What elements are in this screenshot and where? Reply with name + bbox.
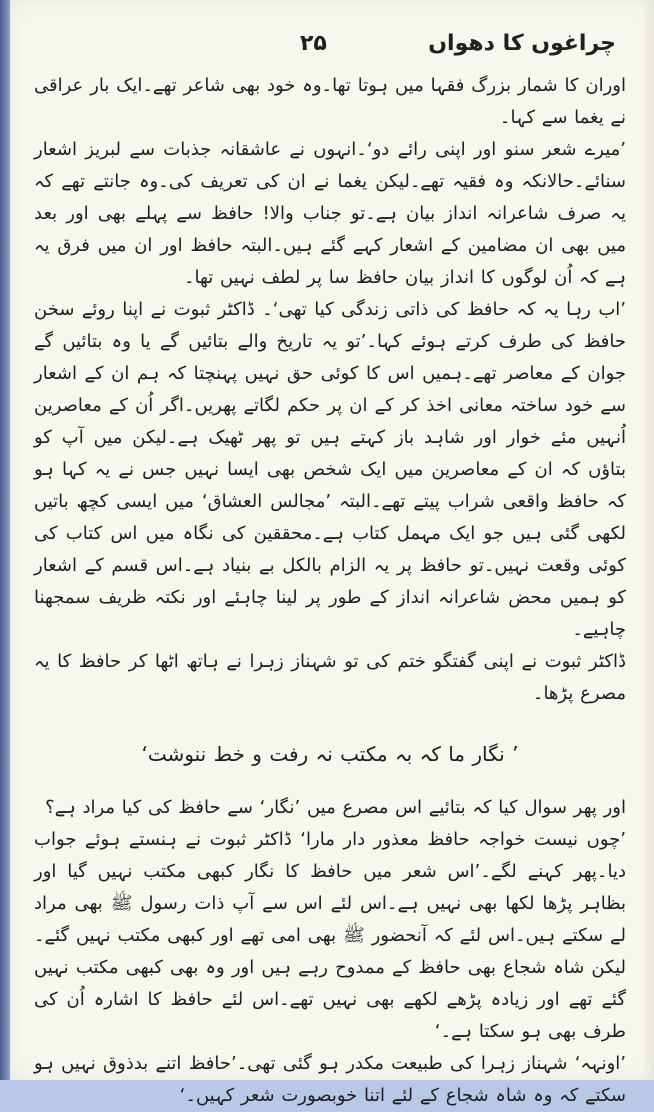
paragraph: اوران کا شمار بزرگ فقہا میں ہوتا تھا۔وہ خود بھی شاعر تھے۔ایک بار عراقی نے یغما سے کہا۔ bbox=[34, 75, 626, 128]
paragraph: ’میرے شعر سنو اور اپنی رائے دو‘۔انہوں نے عاشقانہ جذبات سے لبریز اشعار سنائے۔حالانکہ وہ فقیہ تھے۔لیکن یغما نے ان کی تعریف کی۔وہ جانتے تھے کہ یہ صرف شاعرانہ انداز بیان ہے۔تو جناب والا! حافظ سے پہلے بھی اور بعد میں بھی ان مضامین کے اشعار کہے گئے ہیں۔البتہ حافظ اور ان میں فرق یہ ہے کہ اُن لوگوں کا انداز بیان حافظ سا پر لطف نہیں تھا۔ bbox=[34, 139, 626, 288]
persian-verse-quote: ’ نگار ما کہ بہ مکتب نہ رفت و خط ننوشت‘ bbox=[141, 742, 519, 766]
paragraph: اور پھر سوال کیا کہ بتائیے اس مصرع میں ’نگار‘ سے حافظ کی کیا مراد ہے؟ bbox=[45, 797, 626, 818]
book-title: چراغوں کا دھواں bbox=[428, 31, 616, 56]
page-edge-shadow bbox=[642, 0, 654, 1080]
urdu-body-text bbox=[34, 70, 626, 1112]
page-number: ۲۵ bbox=[300, 31, 327, 56]
book-page bbox=[10, 0, 654, 1106]
paragraph: ڈاکٹر ثبوت نے اپنی گفتگو ختم کی تو شہناز زہرا نے ہاتھ اٹھا کر حافظ کا یہ مصرع پڑھا۔ bbox=[34, 651, 626, 704]
paragraph: ’چوں نیست خواجہ حافظ معذور دار مارا‘ ڈاکٹر ثبوت نے ہنستے ہوئے جواب دیا۔پھر کہنے لگے۔’اس شعر میں حافظ کا نگار کبھی مکتب نہیں گیا اور بظاہر پڑھا لکھا بھی نہیں ہے۔اس لئے اس سے آپ ذات رسول ﷺ بھی مراد لے سکتے ہیں۔اس لئے کہ آنحضور ﷺ بھی امی تھے اور کبھی مکتب نہیں گئے۔لیکن شاہ شجاع بھی حافظ کے ممدوح رہے ہیں اور وہ بھی کبھی مکتب نہیں گئے تھے اور زیادہ پڑھے لکھے بھی نہیں تھے۔اس لئے حافظ کا اشارہ اُن کی طرف بھی ہو سکتا ہے۔‘ bbox=[34, 829, 626, 1042]
paragraph: ’اونہہ‘ شہناز زہرا کی طبیعت مکدر ہو گئی تھی۔’حافظ اتنے بدذوق نہیں ہو سکتے کہ وہ شاہ شجاع کے لئے اتنا خوبصورت شعر کہیں۔‘ bbox=[34, 1053, 626, 1106]
page-header bbox=[30, 28, 634, 68]
book-spine-edge bbox=[0, 0, 10, 1080]
paragraph: ’اب رہا یہ کہ حافظ کی ذاتی زندگی کیا تھی‘۔ ڈاکٹر ثبوت نے اپنا روئے سخن حافظ کی طرف کرتے ہوئے کہا۔’تو یہ تاریخ والے بتائیں گے یا وہ بتائیں گے جوان کے معاصر تھے۔ہمیں اس کا کوئی حق نہیں پہنچتا کہ ہم ان کے اشعار سے خود ساختہ معانی اخذ کر کے ان پر حکم لگاتے پھریں۔اگر اُن کے معاصرین اُنہیں مئے خوار اور شاہد باز کہتے ہیں تو پھر ٹھیک ہے۔لیکن میں آپ کو بتاؤں کہ ان کے معاصرین میں ایک شخص بھی ایسا نہیں جس نے یہ کہا ہو کہ حافظ واقعی شراب پیتے تھے۔البتہ ’مجالس العشاق‘ میں ایسی کچھ باتیں لکھی گئی ہیں جو ایک مہمل کتاب ہے۔محققین کی نگاہ میں اس کتاب کی کوئی وقعت نہیں۔تو حافظ پر یہ الزام بالکل بے بنیاد ہے۔اس قسم کے اشعار کو ہمیں محض شاعرانہ انداز کے طور پر لینا چاہئے اور نکتہ ظریف سمجھنا چاہیے۔ bbox=[34, 299, 626, 640]
